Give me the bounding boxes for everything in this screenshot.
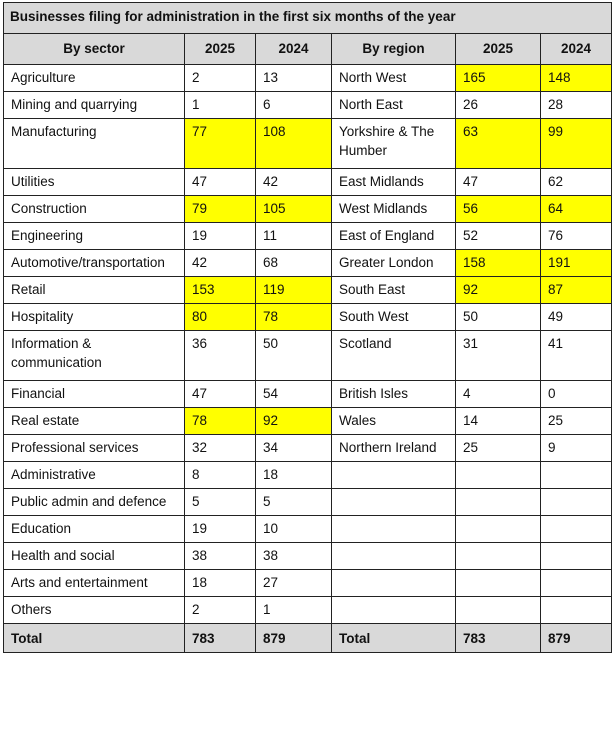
region-name [332,597,456,624]
region-2024-value: 0 [541,381,612,408]
table-row [4,65,612,92]
region-2025-value [456,597,541,624]
sector-2025-value: 19 [185,516,256,543]
sector-2024-value: 38 [256,543,332,570]
table-row [4,570,612,597]
sector-name: Health and social [4,543,185,570]
region-2025-value: 56 [456,196,541,223]
region-name: Greater London [332,250,456,277]
region-2025-value: 25 [456,435,541,462]
region-name [332,570,456,597]
sector-name: Utilities [4,169,185,196]
region-2024-value: 25 [541,408,612,435]
header-sector-2024: 2024 [256,34,332,65]
sector-name: Mining and quarrying [4,92,185,119]
region-2024-value: 49 [541,304,612,331]
region-2024-value [541,570,612,597]
title-row [4,3,612,34]
region-2024-value: 9 [541,435,612,462]
region-2024-value: 64 [541,196,612,223]
header-by-region: By region [332,34,456,65]
sector-2024-value: 34 [256,435,332,462]
region-name: West Midlands [332,196,456,223]
sector-2024-value: 5 [256,489,332,516]
region-2025-value: 14 [456,408,541,435]
region-2025-value [456,462,541,489]
table-row [4,516,612,543]
header-by-sector: By sector [4,34,185,65]
sector-2025-value: 42 [185,250,256,277]
table-row [4,169,612,196]
table-row [4,462,612,489]
region-name: South East [332,277,456,304]
sector-name: Retail [4,277,185,304]
sector-2024-value: 78 [256,304,332,331]
table-row [4,196,612,223]
region-total-label: Total [332,624,456,653]
sector-2024-value: 27 [256,570,332,597]
sector-name: Administrative [4,462,185,489]
table-row [4,489,612,516]
sector-2025-value: 153 [185,277,256,304]
sector-2025-value: 77 [185,119,256,169]
sector-name: Information & communication [4,331,185,381]
region-name [332,489,456,516]
table-row [4,92,612,119]
sector-2025-value: 32 [185,435,256,462]
sector-total-label: Total [4,624,185,653]
region-2025-value: 50 [456,304,541,331]
region-2025-value: 63 [456,119,541,169]
region-2025-value [456,570,541,597]
region-2025-value: 165 [456,65,541,92]
table-row [4,119,612,169]
region-2024-value [541,516,612,543]
region-2025-value [456,516,541,543]
sector-2025-value: 79 [185,196,256,223]
region-2025-value: 47 [456,169,541,196]
region-name: North East [332,92,456,119]
header-region-2024: 2024 [541,34,612,65]
sector-2024-value: 42 [256,169,332,196]
table-row [4,331,612,381]
sector-2025-value: 80 [185,304,256,331]
sector-name: Real estate [4,408,185,435]
region-name: Northern Ireland [332,435,456,462]
sector-2025-value: 47 [185,169,256,196]
sector-2024-value: 54 [256,381,332,408]
sector-name: Manufacturing [4,119,185,169]
table-row [4,304,612,331]
region-2025-value: 92 [456,277,541,304]
region-total-2024: 879 [541,624,612,653]
table-row [4,250,612,277]
sector-name: Financial [4,381,185,408]
sector-name: Arts and entertainment [4,570,185,597]
region-name: East Midlands [332,169,456,196]
region-name: British Isles [332,381,456,408]
region-2024-value: 41 [541,331,612,381]
sector-name: Professional services [4,435,185,462]
sector-2024-value: 92 [256,408,332,435]
region-2025-value: 52 [456,223,541,250]
region-total-2025: 783 [456,624,541,653]
region-name: Yorkshire & The Humber [332,119,456,169]
region-2025-value: 26 [456,92,541,119]
sector-2024-value: 105 [256,196,332,223]
total-row [4,624,612,653]
header-region-2025: 2025 [456,34,541,65]
table-row [4,543,612,570]
sector-2025-value: 36 [185,331,256,381]
sector-2024-value: 50 [256,331,332,381]
region-2024-value: 87 [541,277,612,304]
sector-total-2024: 879 [256,624,332,653]
sector-2025-value: 78 [185,408,256,435]
sector-2025-value: 38 [185,543,256,570]
region-name [332,543,456,570]
sector-name: Others [4,597,185,624]
sector-2025-value: 1 [185,92,256,119]
sector-2024-value: 11 [256,223,332,250]
header-sector-2025: 2025 [185,34,256,65]
region-2024-value [541,462,612,489]
header-row [4,34,612,65]
region-name: East of England [332,223,456,250]
region-2024-value: 28 [541,92,612,119]
region-2025-value: 31 [456,331,541,381]
region-2024-value: 76 [541,223,612,250]
sector-2025-value: 2 [185,597,256,624]
sector-2024-value: 108 [256,119,332,169]
sector-2024-value: 119 [256,277,332,304]
region-name: North West [332,65,456,92]
region-2025-value: 4 [456,381,541,408]
sector-2025-value: 18 [185,570,256,597]
sector-2025-value: 8 [185,462,256,489]
region-name: Wales [332,408,456,435]
sector-total-2025: 783 [185,624,256,653]
region-2025-value: 158 [456,250,541,277]
region-2024-value: 62 [541,169,612,196]
sector-name: Agriculture [4,65,185,92]
region-name: Scotland [332,331,456,381]
sector-2024-value: 6 [256,92,332,119]
sector-name: Education [4,516,185,543]
sector-2025-value: 5 [185,489,256,516]
region-2025-value [456,543,541,570]
table-row [4,597,612,624]
sector-2024-value: 1 [256,597,332,624]
table-row [4,277,612,304]
sector-name: Engineering [4,223,185,250]
table-row [4,408,612,435]
region-2024-value [541,489,612,516]
table-row [4,435,612,462]
table-row [4,381,612,408]
sector-2025-value: 19 [185,223,256,250]
region-name: South West [332,304,456,331]
region-name [332,462,456,489]
sector-2024-value: 10 [256,516,332,543]
region-2024-value: 99 [541,119,612,169]
table-title: Businesses filing for administration in the first six months of the year [4,3,612,34]
region-name [332,516,456,543]
sector-2024-value: 68 [256,250,332,277]
sector-2024-value: 18 [256,462,332,489]
table-row [4,223,612,250]
region-2024-value [541,543,612,570]
sector-name: Construction [4,196,185,223]
sector-name: Automotive/transportation [4,250,185,277]
sector-2025-value: 2 [185,65,256,92]
sector-2024-value: 13 [256,65,332,92]
region-2024-value [541,597,612,624]
administration-table [3,2,612,653]
region-2024-value: 191 [541,250,612,277]
sector-2025-value: 47 [185,381,256,408]
sector-name: Public admin and defence [4,489,185,516]
region-2025-value [456,489,541,516]
sector-name: Hospitality [4,304,185,331]
region-2024-value: 148 [541,65,612,92]
